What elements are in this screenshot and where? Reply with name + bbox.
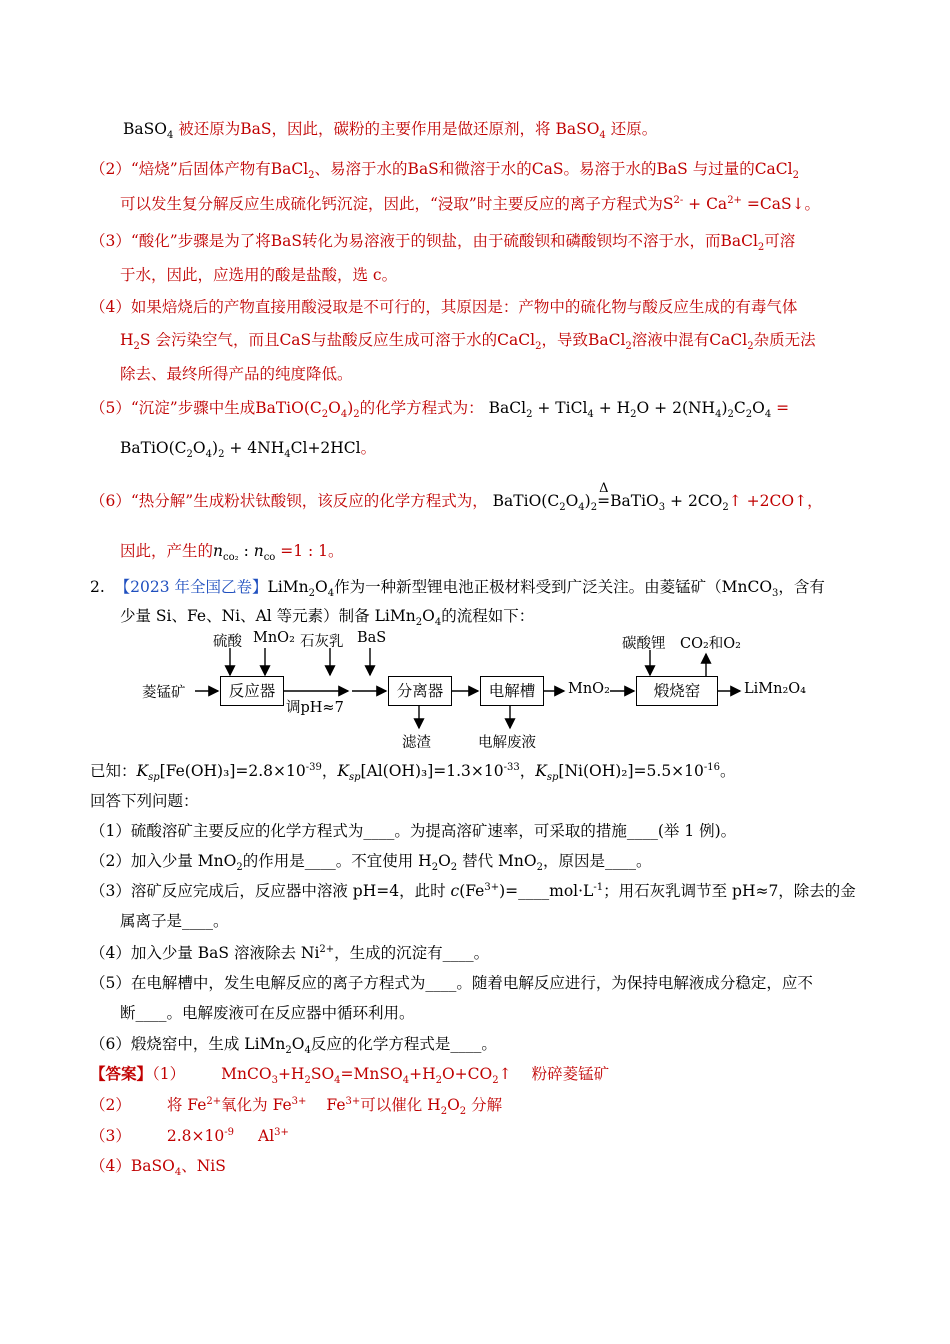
sub-question-1: （1）硫酸溶矿主要反应的化学方程式为____。为提高溶矿速率，可采取的措施____(举 1 例)。	[90, 822, 737, 840]
output-waste-electrolyte: 电解废液	[478, 735, 536, 751]
answer-1: 【答案】（1） $MnCO_3+H_2SO_4=MnSO_4+H_2O+CO_2↑$ 粉碎菱锰矿	[90, 1064, 610, 1087]
solution-6-line-1: （6）“热分解”生成粉状钛酸钡，该反应的化学方程式为， $BaTiO(C_2O_4)_2$ Δ =BaTiO$_3$ + $2CO_2↑$ +2CO↑，	[90, 490, 823, 512]
sub-question-2: （2）加入少量 MnO$_2$的作用是____。不宜使用 $H_2O_2$ 替代 MnO$_2$，原因是____。	[90, 852, 652, 874]
process-flow-diagram	[140, 630, 830, 755]
solution-5-line-1: （5）“沉淀”步骤中生成$BaTiO(C_2O_4)_2$的化学方程式为： BaCl$_2$ + TiCl$_4$ + $H_2O + 2(NH_4)_2C_2O_4$ =	[90, 399, 790, 421]
solution-line-1-continued: BaSO$_4$ 被还原为BaS，因此，碳粉的主要作用是做还原剂，将 BaSO$_4$ 还原。	[123, 120, 658, 142]
input-bas: BaS	[357, 630, 387, 646]
solution-4-line-1: （4）如果焙烧后的产物直接用酸浸取是不可行的，其原因是：产物中的硫化物与酸反应生成的有毒气体	[90, 298, 798, 316]
answer-3: （3） $2.8\times 10^{-9}$ $Al^{3+}$	[90, 1126, 289, 1145]
known-constants: 已知：$K_{sp}[Fe(OH)_3]=2.8\times 10^{-39}$，$K_{sp}[Al(OH)_3]=1.3\times 10^{-33}$，$K_{sp}[Ni(OH)_2]=5.5\times 10^{-16}$。	[90, 761, 736, 784]
separator-box: 分离器	[388, 676, 452, 706]
output-filter-residue: 滤渣	[402, 735, 431, 751]
sub-question-3-line-1: （3）溶矿反应完成后，反应器中溶液 pH=4，此时 $c(Fe^{3+})=\_\_\_\_mol\cdot L^{-1}$；用石灰乳调节至 pH≈7，除去的金	[90, 881, 856, 900]
instruction-answer-questions: 回答下列问题：	[90, 792, 199, 810]
input-sulfuric-acid: 硫酸	[213, 634, 242, 650]
question-2-line-2: 少量 Si、Fe、Ni、Al 等元素）制备 $LiMn_2O_4$的流程如下：	[120, 607, 535, 629]
sub-question-6: （6）煅烧窑中，生成 $LiMn_2O_4$反应的化学方程式是____。	[90, 1035, 497, 1057]
answer-4: （4）BaSO$_4$、NiS	[90, 1157, 226, 1179]
sub-question-3-line-2: 属离子是____。	[120, 912, 229, 930]
input-rhodochrosite: 菱锰矿	[142, 685, 186, 701]
solution-6-line-2: 因此，产生的$n_{co_2}$ : $n_{co} =1$ : 1。	[120, 542, 344, 564]
output-co2-o2: CO₂和O₂	[680, 636, 741, 652]
question-2-line-1: 2. 【2023 年全国乙卷】$LiMn_2O_4$作为一种新型锂电池正极材料受到广泛关注。由菱锰矿（MnCO$_3$，含有	[90, 578, 825, 600]
sub-question-4: （4）加入少量 BaS 溶液除去 $Ni^{2+}$，生成的沉淀有____。	[90, 943, 490, 962]
ph-adjust-label: 调pH≈7	[286, 700, 344, 716]
sub-question-5-line-1: （5）在电解槽中，发生电解反应的离子方程式为____。随着电解反应进行，为保持电解液成分稳定，应不	[90, 974, 813, 992]
answer-tag: 【答案】	[90, 1064, 153, 1083]
reactor-box: 反应器	[220, 676, 284, 706]
solution-5-line-2: $BaTiO(C_2O_4)_2 + 4NH_4Cl+2HCl$。	[120, 439, 377, 461]
delta-symbol: Δ	[599, 481, 609, 496]
electrolyzer-box: 电解槽	[480, 676, 544, 706]
input-mno2: MnO₂	[253, 630, 295, 646]
input-lime-milk: 石灰乳	[300, 634, 344, 650]
kiln-box: 煅烧窑	[636, 676, 718, 706]
solution-3-line-1: （3）“酸化”步骤是为了将BaS转化为易溶液于的钡盐，由于硫酸钡和磷酸钡均不溶于水，而BaCl$_2$可溶	[90, 232, 796, 254]
solution-2-line-1: （2）“焙烧”后固体产物有BaCl$_2$、易溶于水的BaS和微溶于水的CaS。易溶于水的BaS 与过量的CaCl$_2$	[90, 160, 799, 182]
answer-2: （2） 将 $Fe^{2+}$氧化为 $Fe^{3+}$ $Fe^{3+}$可以催化 $H_2O_2$ 分解	[90, 1095, 503, 1118]
solution-2-line-2: 可以发生复分解反应生成硫化钙沉淀，因此，“浸取”时主要反应的离子方程式为$S^{2-} + Ca^{2+}$ =CaS↓。	[120, 194, 821, 213]
question-source-tag: 【2023 年全国乙卷】	[114, 578, 268, 596]
solution-4-line-2: $H_2S$ 会污染空气，而且CaS与盐酸反应生成可溶于水的CaCl$_2$，导致BaCl$_2$溶液中混有CaCl$_2$杂质无法	[120, 331, 816, 353]
solution-3-line-2: 于水，因此，应选用的酸是盐酸，选 c。	[120, 266, 398, 284]
sub-question-5-line-2: 断____。电解废液可在反应器中循环利用。	[120, 1004, 415, 1022]
product-limn2o4: LiMn₂O₄	[744, 681, 806, 697]
solution-4-line-3: 除去、最终所得产品的纯度降低。	[120, 365, 353, 383]
input-lithium-carbonate: 碳酸锂	[622, 636, 666, 652]
intermediate-mno2: MnO₂	[568, 681, 610, 697]
